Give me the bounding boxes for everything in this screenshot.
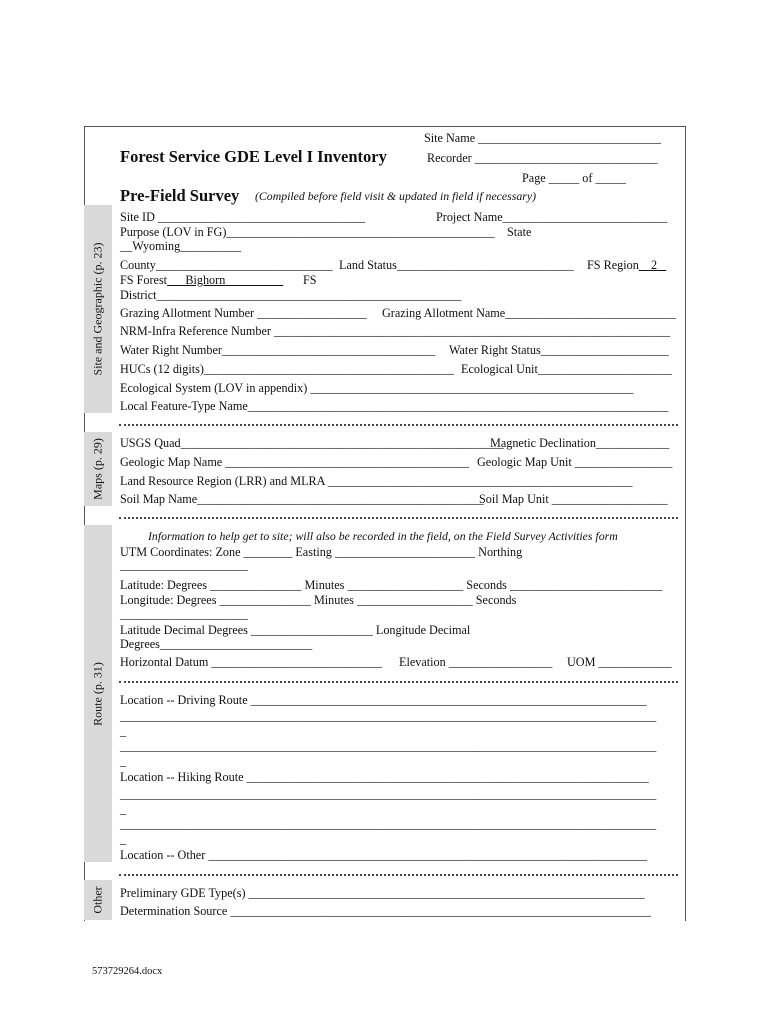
county-field[interactable]: County_____________________________	[120, 258, 333, 272]
utm-field[interactable]: UTM Coordinates: Zone ________ Easting _______________________ Northing	[120, 545, 523, 559]
tab-site-geographic	[84, 205, 112, 413]
lat-decimal-field[interactable]: Latitude Decimal Degrees ____________________ Longitude Decimal	[120, 623, 471, 637]
hiking-dash-2: _	[120, 832, 127, 846]
mag-decl-field[interactable]: Magnetic Declination____________	[490, 436, 670, 450]
hucs-field[interactable]: HUCs (12 digits)_________________________________________	[120, 362, 454, 376]
other-location-field[interactable]: Location -- Other ________________________________________________________________________	[120, 848, 648, 862]
state-field[interactable]: __Wyoming__________	[120, 239, 242, 253]
geo-map-unit-field[interactable]: Geologic Map Unit ________________	[477, 455, 673, 469]
prefield-note: (Compiled before field visit & updated in field if necessary)	[255, 189, 536, 203]
horizontal-datum-field[interactable]: Horizontal Datum ____________________________	[120, 655, 383, 669]
longitude-field[interactable]: Longitude: Degrees _______________ Minutes ___________________ Seconds	[120, 593, 517, 607]
fs-forest-value: Bighorn	[185, 273, 226, 287]
fs-region-label: FS Region	[587, 258, 639, 272]
divider	[119, 424, 678, 426]
gde-type-field[interactable]: Preliminary GDE Type(s) _________________________________________________________________	[120, 886, 645, 900]
utm-tail[interactable]: _____________________	[120, 558, 248, 572]
water-right-status-field[interactable]: Water Right Status_____________________	[449, 343, 669, 357]
driving-blank-1[interactable]: ________________________________________________________________________________________	[120, 709, 657, 723]
purpose-field[interactable]: Purpose (LOV in FG)____________________________________________	[120, 225, 495, 239]
hiking-blank-1[interactable]: ________________________________________________________________________________________	[120, 787, 657, 801]
local-feature-field[interactable]: Local Feature-Type Name_____________________________________________________________________	[120, 399, 669, 413]
fs-region-value: 2	[651, 258, 658, 272]
driving-blank-2[interactable]: ________________________________________________________________________________________	[120, 739, 657, 753]
driving-route-field[interactable]: Location -- Driving Route _________________________________________________________________	[120, 693, 647, 707]
tab-site-label: Site and Geographic (p. 23)	[90, 242, 105, 376]
tab-route-label: Route (p. 31)	[90, 661, 105, 726]
driving-dash-2: _	[120, 754, 127, 768]
page-title: Forest Service GDE Level I Inventory	[120, 147, 387, 166]
state-label: State	[507, 225, 532, 239]
divider	[119, 681, 678, 683]
fs-region-field[interactable]	[587, 258, 666, 273]
divider	[119, 517, 678, 519]
degrees-field[interactable]: Degrees_________________________	[120, 637, 313, 651]
hiking-dash-1: _	[120, 802, 127, 816]
land-status-field[interactable]: Land Status_____________________________	[339, 258, 574, 272]
prefield-title: Pre-Field Survey	[120, 186, 240, 205]
tab-other	[84, 880, 112, 920]
eco-unit-field[interactable]: Ecological Unit______________________	[461, 362, 672, 376]
geo-map-name-field[interactable]: Geologic Map Name ________________________________________	[120, 455, 470, 469]
hiking-blank-2[interactable]: ________________________________________________________________________________________	[120, 817, 657, 831]
fs-forest-field[interactable]	[120, 273, 283, 288]
recorder-field[interactable]: Recorder ______________________________	[427, 151, 658, 165]
district-field[interactable]: District__________________________________________________	[120, 288, 462, 302]
water-right-number-field[interactable]: Water Right Number___________________________________	[120, 343, 436, 357]
page-field[interactable]: Page _____ of _____	[522, 171, 626, 185]
soil-map-unit-field[interactable]: Soil Map Unit ___________________	[479, 492, 668, 506]
footer-filename: 573729264.docx	[92, 966, 163, 977]
project-name-field[interactable]: Project Name___________________________	[436, 210, 668, 224]
uom-field[interactable]: UOM ____________	[567, 655, 672, 669]
determination-source-field[interactable]: Determination Source _____________________________________________________________________	[120, 904, 651, 918]
soil-map-name-field[interactable]: Soil Map Name_______________________________________________	[120, 492, 484, 506]
driving-dash-1: _	[120, 724, 127, 738]
lrr-field[interactable]: Land Resource Region (LRR) and MLRA __________________________________________________	[120, 474, 633, 488]
usgs-quad-field[interactable]: USGS Quad_____________________________________________________	[120, 436, 504, 450]
nrm-field[interactable]: NRM-Infra Reference Number _________________________________________________________________	[120, 324, 671, 338]
grazing-name-field[interactable]: Grazing Allotment Name____________________________	[382, 306, 676, 320]
tab-route	[84, 525, 112, 862]
site-id-field[interactable]: Site ID __________________________________	[120, 210, 366, 224]
tab-maps-label: Maps (p. 29)	[90, 438, 105, 500]
tab-maps	[84, 432, 112, 506]
state-tail: __________	[180, 239, 242, 253]
fs-label: FS	[303, 273, 317, 287]
grazing-number-field[interactable]: Grazing Allotment Number __________________	[120, 306, 367, 320]
info-note: Information to help get to site; will also be recorded in the field, on the Field Survey Activities form	[148, 529, 618, 543]
eco-system-field[interactable]: Ecological System (LOV in appendix) _____________________________________________________	[120, 381, 634, 395]
elevation-field[interactable]: Elevation _________________	[399, 655, 553, 669]
hiking-route-field[interactable]: Location -- Hiking Route __________________________________________________________________	[120, 770, 649, 784]
fs-forest-label: FS Forest	[120, 273, 168, 287]
divider	[119, 874, 678, 876]
state-value: Wyoming	[132, 239, 181, 253]
latitude-field[interactable]: Latitude: Degrees _______________ Minutes ___________________ Seconds _________________________	[120, 578, 663, 592]
site-name-field[interactable]: Site Name ______________________________	[424, 131, 661, 145]
tab-other-label: Other	[90, 886, 105, 914]
longitude-tail[interactable]: _____________________	[120, 607, 248, 621]
